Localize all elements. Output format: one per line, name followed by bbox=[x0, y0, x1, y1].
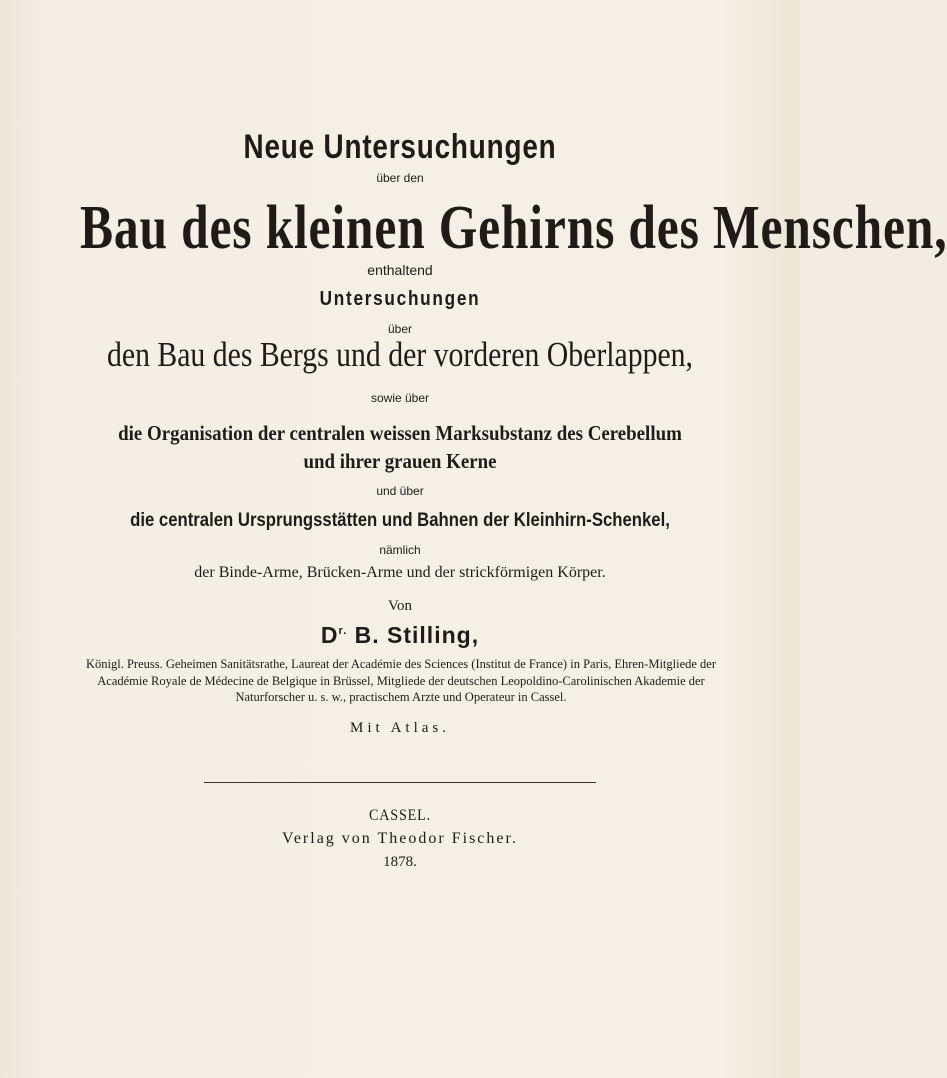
text-und-ueber: und über bbox=[376, 484, 424, 498]
text-von: Von bbox=[388, 598, 412, 614]
subtitle-untersuchungen: Untersuchungen bbox=[319, 288, 481, 310]
text-ueber-den: über den bbox=[376, 171, 424, 185]
author-prefix: D bbox=[320, 622, 339, 648]
divider-rule bbox=[204, 782, 596, 783]
publication-place: CASSEL. bbox=[368, 807, 432, 824]
publisher: Verlag von Theodor Fischer. bbox=[282, 830, 518, 847]
subtitle-grauen-kerne: und ihrer grauen Kerne bbox=[303, 449, 497, 473]
author-name: B. Stilling, bbox=[354, 622, 480, 648]
text-mit-atlas: Mit Atlas. bbox=[349, 720, 450, 736]
text-binde-arme: der Binde-Arme, Brücken-Arme und der strickförmigen Körper. bbox=[194, 564, 606, 581]
title-line-neue-untersuchungen: Neue Untersuchungen bbox=[243, 128, 557, 166]
subtitle-organisation: die Organisation der centralen weissen Marksubstanz des Cerebellum bbox=[118, 421, 682, 445]
subtitle-bergs: den Bau des Bergs und der vorderen Oberlappen, bbox=[106, 335, 693, 374]
publication-year: 1878. bbox=[383, 854, 417, 870]
main-title: Bau des kleinen Gehirns des Menschen, bbox=[80, 194, 947, 262]
text-enthaltend: enthaltend bbox=[367, 262, 433, 278]
author bbox=[0, 622, 800, 649]
text-naemlich: nämlich bbox=[379, 543, 421, 557]
author-credentials: Königl. Preuss. Geheimen Sanitätsrathe, Laureat der Académie des Sciences (Institut de France) in Paris, Ehren-Mitgliede der Académie Royale de Médecine de Belgique in Brüssel, Mitgliede der deutschen Leopoldino-Carolinischen Akademie der Naturforscher u. s. w., practischem Arzte und Operateur in Cassel. bbox=[86, 657, 717, 704]
author-prefix-sup: r. bbox=[338, 625, 348, 637]
text-sowie-ueber: sowie über bbox=[370, 391, 430, 405]
subtitle-ursprungsstaetten: die centralen Ursprungsstätten und Bahnen der Kleinhirn-Schenkel, bbox=[130, 510, 670, 531]
text-ueber: über bbox=[387, 322, 413, 336]
